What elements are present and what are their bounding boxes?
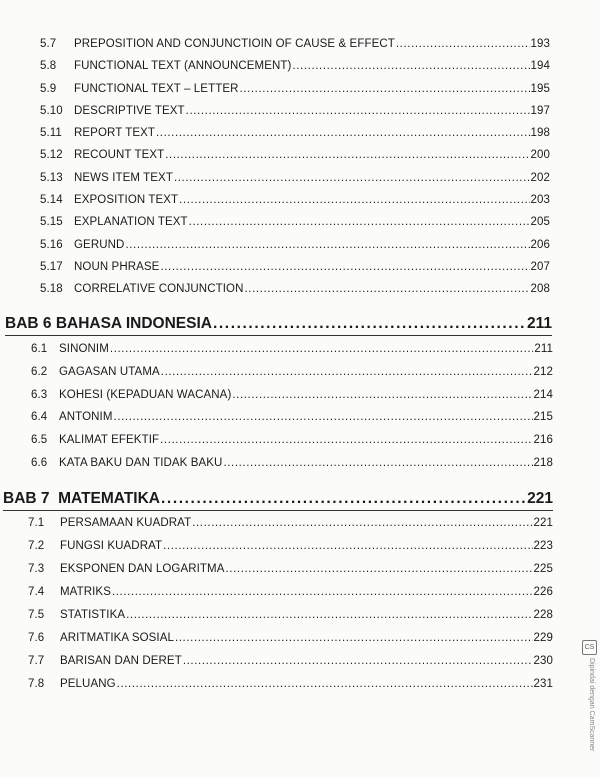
toc-entry-page: 207 — [530, 261, 550, 273]
toc-entry-number: 7.4 — [28, 586, 45, 598]
toc-entry[interactable] — [28, 586, 553, 598]
toc-entry-page: 226 — [533, 586, 553, 598]
toc-entry-title: GERUND — [74, 239, 125, 251]
scanner-watermark-text: Dipindai dengan CamScanner — [588, 658, 595, 752]
leader-dots — [156, 127, 530, 139]
toc-entry-number: 5.13 — [40, 172, 63, 184]
toc-entry[interactable] — [40, 172, 550, 184]
toc-entry-number: 5.7 — [40, 38, 57, 50]
toc-entry-page: 228 — [533, 609, 553, 621]
toc-entry-page: 214 — [533, 389, 553, 401]
toc-entry[interactable] — [28, 655, 553, 667]
toc-entry-number: 7.1 — [28, 517, 45, 529]
leader-dots — [226, 563, 533, 575]
toc-entry-page: 208 — [530, 283, 550, 295]
toc-entry-number: 6.5 — [31, 434, 48, 446]
toc-entry-number: 5.10 — [40, 105, 63, 117]
toc-entry-number: 7.2 — [28, 540, 45, 552]
toc-entry-number: 6.6 — [31, 457, 48, 469]
toc-entry-number: 5.17 — [40, 261, 63, 273]
toc-entry[interactable] — [40, 194, 550, 206]
toc-entry-title: SINONIM — [59, 343, 109, 355]
toc-entry-page: 223 — [533, 540, 553, 552]
toc-entry[interactable] — [31, 389, 553, 401]
toc-entry[interactable] — [40, 261, 550, 273]
toc-entry-title: CORRELATIVE CONJUNCTION — [74, 283, 244, 295]
leader-dots — [192, 517, 532, 529]
toc-entry-number: 5.15 — [40, 216, 63, 228]
toc-entry-page: 197 — [530, 105, 550, 117]
chapter-page: 211 — [526, 315, 552, 332]
toc-entry[interactable] — [31, 343, 553, 355]
toc-entry-page: 230 — [533, 655, 553, 667]
toc-entry-page: 206 — [530, 239, 550, 251]
toc-entry-title: KOHESI (KEPADUAN WACANA) — [59, 389, 232, 401]
leader-dots — [183, 655, 533, 667]
leader-dots — [160, 434, 532, 446]
toc-entry-title: PREPOSITION AND CONJUNCTIOIN OF CAUSE & EFFECT — [74, 38, 395, 50]
toc-entry-title: DESCRIPTIVE TEXT — [74, 105, 185, 117]
toc-entry[interactable] — [40, 38, 550, 50]
toc-entry[interactable] — [40, 239, 550, 251]
toc-entry-title: MATRIKS — [60, 586, 111, 598]
leader-dots — [292, 60, 529, 72]
toc-entry[interactable] — [28, 609, 553, 621]
toc-entry-title: EXPOSITION TEXT — [74, 194, 179, 206]
toc-entry-number: 7.3 — [28, 563, 45, 575]
toc-entry-page: 218 — [533, 457, 553, 469]
toc-entry[interactable] — [40, 127, 550, 139]
toc-entry-number: 5.9 — [40, 83, 57, 95]
toc-entry-title: REPORT TEXT — [74, 127, 155, 139]
leader-dots — [165, 149, 529, 161]
toc-entry-number: 6.4 — [31, 411, 48, 423]
toc-entry[interactable] — [28, 563, 553, 575]
toc-entry-title: BARISAN DAN DERET — [60, 655, 182, 667]
toc-entry-page: 195 — [530, 83, 550, 95]
toc-entry-page: 225 — [533, 563, 553, 575]
toc-entry-page: 198 — [530, 127, 550, 139]
toc-entry-number: 6.1 — [31, 343, 48, 355]
toc-entry[interactable] — [31, 457, 553, 469]
toc-entry[interactable] — [40, 149, 550, 161]
toc-entry[interactable] — [28, 632, 553, 644]
toc-entry[interactable] — [31, 366, 553, 378]
camscanner-logo-icon: CS — [582, 640, 597, 655]
toc-entry-title: FUNCTIONAL TEXT (ANNOUNCEMENT) — [74, 60, 292, 72]
leader-dots — [396, 38, 530, 50]
toc-entry[interactable] — [28, 517, 553, 529]
toc-entry-title: NOUN PHRASE — [74, 261, 160, 273]
leader-dots — [186, 105, 530, 117]
toc-entry[interactable] — [40, 105, 550, 117]
toc-entry-page: 205 — [530, 216, 550, 228]
leader-dots — [213, 315, 526, 333]
toc-entry-page: 215 — [533, 411, 553, 423]
toc-entry-title: KATA BAKU DAN TIDAK BAKU — [59, 457, 223, 469]
chapter-title: BAB 6 BAHASA INDONESIA — [5, 315, 212, 332]
toc-entry-number: 7.8 — [28, 678, 45, 690]
toc-entry-page: 203 — [530, 194, 550, 206]
chapter-title: BAB 7 MATEMATIKA — [3, 490, 160, 507]
leader-dots — [174, 172, 530, 184]
toc-entry-page: 221 — [533, 517, 553, 529]
toc-entry-page: 231 — [533, 678, 553, 690]
toc-entry-number: 5.14 — [40, 194, 63, 206]
chapter-page: 221 — [527, 490, 553, 507]
toc-entry[interactable] — [40, 83, 550, 95]
leader-dots — [126, 609, 532, 621]
toc-entry-page: 200 — [530, 149, 550, 161]
leader-dots — [240, 83, 530, 95]
toc-entry-title: PELUANG — [60, 678, 116, 690]
leader-dots — [161, 366, 533, 378]
toc-entry-number: 7.5 — [28, 609, 45, 621]
toc-entry-number: 5.16 — [40, 239, 63, 251]
leader-dots — [114, 411, 533, 423]
toc-entry-title: ANTONIM — [59, 411, 113, 423]
leader-dots — [223, 457, 532, 469]
leader-dots — [179, 194, 529, 206]
toc-entry[interactable] — [40, 283, 550, 295]
leader-dots — [117, 678, 533, 690]
leader-dots — [161, 490, 526, 508]
toc-entry-title: GAGASAN UTAMA — [59, 366, 160, 378]
chapter-underline — [3, 510, 553, 511]
chapter-heading-bab7[interactable] — [3, 490, 553, 508]
toc-entry[interactable] — [40, 60, 550, 72]
toc-entry[interactable] — [28, 540, 553, 552]
leader-dots — [232, 389, 532, 401]
toc-entry-number: 6.2 — [31, 366, 48, 378]
toc-entry-page: 229 — [533, 632, 553, 644]
toc-entry-number: 5.18 — [40, 283, 63, 295]
toc-entry-number: 5.8 — [40, 60, 57, 72]
leader-dots — [125, 239, 529, 251]
leader-dots — [245, 283, 530, 295]
leader-dots — [110, 343, 533, 355]
leader-dots — [160, 261, 529, 273]
toc-entry-page: 212 — [533, 366, 553, 378]
toc-entry-number: 7.7 — [28, 655, 45, 667]
toc-entry-number: 5.12 — [40, 149, 63, 161]
toc-entry-title: STATISTIKA — [60, 609, 126, 621]
leader-dots — [112, 586, 533, 598]
toc-entry-title: EXPLANATION TEXT — [74, 216, 188, 228]
toc-entry-page: 202 — [530, 172, 550, 184]
toc-entry-title: ARITMATIKA SOSIAL — [60, 632, 174, 644]
toc-entry[interactable] — [40, 216, 550, 228]
toc-entry-title: PERSAMAAN KUADRAT — [60, 517, 192, 529]
toc-entry[interactable] — [31, 434, 553, 446]
toc-entry-number: 5.11 — [40, 127, 62, 139]
toc-entry-title: NEWS ITEM TEXT — [74, 172, 173, 184]
toc-entry-title: FUNGSI KUADRAT — [60, 540, 163, 552]
chapter-heading-bab6[interactable] — [5, 315, 552, 333]
toc-entry-title: FUNCTIONAL TEXT – LETTER — [74, 83, 239, 95]
toc-entry-page: 193 — [530, 38, 550, 50]
toc-entry-number: 7.6 — [28, 632, 45, 644]
scanner-watermark — [582, 640, 596, 770]
leader-dots — [189, 216, 530, 228]
toc-entry-page: 216 — [533, 434, 553, 446]
toc-entry-number: 6.3 — [31, 389, 48, 401]
toc-entry-title: EKSPONEN DAN LOGARITMA — [60, 563, 225, 575]
toc-entry[interactable] — [28, 678, 553, 690]
toc-entry[interactable] — [31, 411, 553, 423]
toc-entry-page: 211 — [534, 343, 553, 355]
chapter-underline — [5, 335, 552, 336]
toc-entry-title: KALIMAT EFEKTIF — [59, 434, 160, 446]
toc-entry-page: 194 — [530, 60, 550, 72]
leader-dots — [163, 540, 532, 552]
leader-dots — [175, 632, 533, 644]
toc-entry-title: RECOUNT TEXT — [74, 149, 165, 161]
